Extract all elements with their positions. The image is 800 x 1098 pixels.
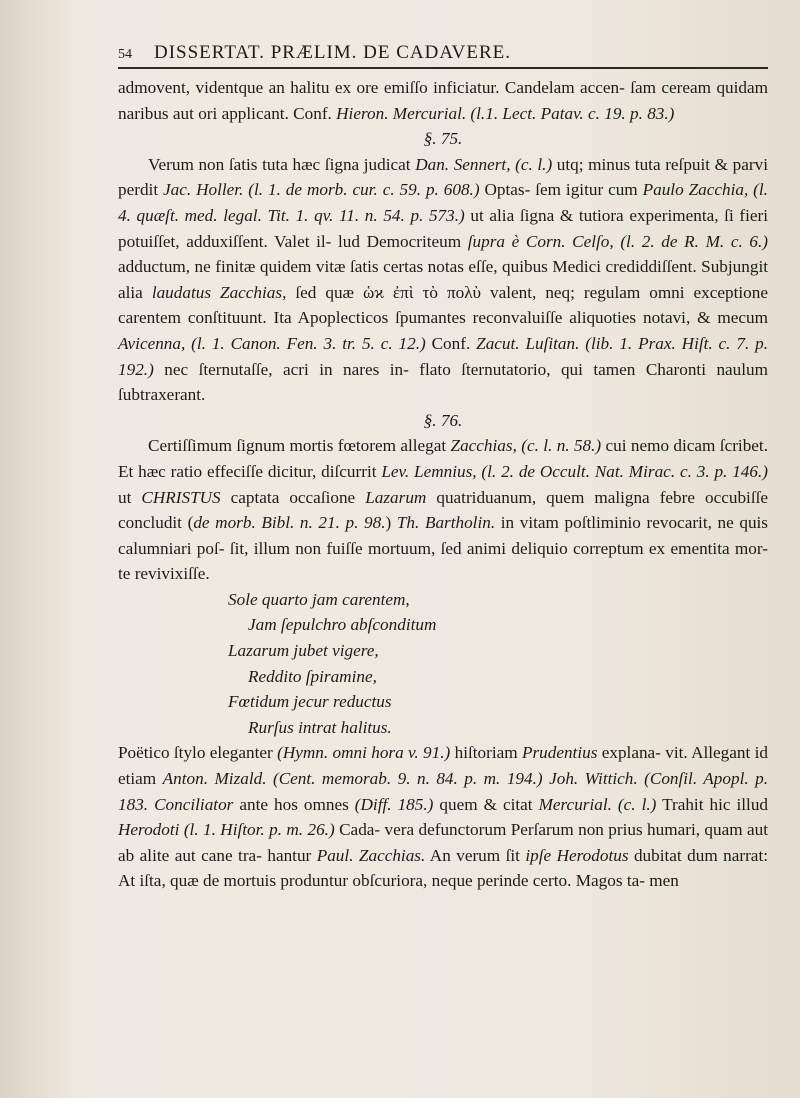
- verse-line: Rurſus intrat halitus.: [248, 717, 392, 737]
- citation-italic: Mercurial. (c. l.): [538, 794, 657, 814]
- citation-italic: (Diff. 185.): [354, 794, 434, 814]
- citation-italic: CHRISTUS: [141, 487, 221, 507]
- running-title: DISSERTAT. PRÆLIM. DE CADAVERE.: [154, 42, 511, 63]
- verse-line: Jam ſepulchro abſconditum: [248, 615, 437, 635]
- paragraph-3: Certiſſimum ſignum mortis fœtorem allegat Zacchias, (c. l. n. 58.) cui nemo dicam ſcribet. Et hæc ratio effeciſſe dicitur, diſcurrit Lev. Lemnius, (l. 2. de Occult. Nat. Mirac. c. 3. p. 146.) ut CHRISTUS captata occaſione Lazarum quatriduanum, quem maligna febre occubiſſe concludit (de morb. Bibl. n. 21. p. 98.) Th. Bartholin. in vitam poſtliminio revocarit, ne quis calumniari poſ- ſit, illum non fuiſſe mortuum, ſed animi deliquio correptum ex ementita mor- te revivixiſſe.: [118, 436, 769, 584]
- body-text: [118, 75, 768, 894]
- citation-italic: Anton. Mizald. (Cent. memorab. 9. n. 84. p. m. 194.) Joh. Wittich. (Conſil. Apopl. p. 183. Conciliator: [118, 769, 768, 814]
- citation-italic: Jac. Holler. (l. 1. de morb. cur. c. 59. p. 608.): [163, 180, 480, 200]
- citation-italic: Avicenna, (l. 1. Canon. Fen. 3. tr. 5. c. 12.): [118, 333, 426, 353]
- paragraph-4: Poëtico ſtylo eleganter (Hymn. omni hora v. 91.) hiſtoriam Prudentius explana- vit. Allegant id etiam Anton. Mizald. (Cent. memorab. 9. n. 84. p. m. 194.) Joh. Wittich. (Conſil. Apopl. p. 183. Conciliator ante hos omnes (Diff. 185.) quem & citat Mercurial. (c. l.) Trahit hic illud Herodoti (l. 1. Hiſtor. p. m. 26.) Cada- vera defunctorum Perſarum non prius humari, quam aut ab alite aut cane tra- hantur Paul. Zacchias. An verum ſit ipſe Herodotus dubitat dum narrat: At iſta, quæ de mortuis produntur obſcuriora, neque perinde certo. Magos ta- men: [118, 743, 769, 891]
- citation-italic: Herodoti (l. 1. Hiſtor. p. m. 26.): [118, 820, 335, 840]
- citation-italic: laudatus Zacchias,: [151, 282, 287, 302]
- citation-italic: ipſe Herodotus: [525, 845, 629, 865]
- citation-italic: Hieron. Mercurial. (l.1. Lect. Patav. c. 19. p. 83.): [336, 103, 675, 123]
- running-header: [118, 42, 768, 69]
- citation-italic: Th. Bartholin.: [396, 513, 496, 533]
- page-gutter-shadow: [0, 0, 70, 1098]
- citation-italic: Prudentius: [521, 743, 598, 763]
- citation-italic: Lazarum: [365, 487, 427, 507]
- section-75-heading: §. 75.: [423, 129, 463, 149]
- citation-italic: Paul. Zacchias.: [316, 845, 426, 865]
- verse-line: Fœtidum jecur reductus: [228, 692, 392, 712]
- citation-italic: (Hymn. omni hora v. 91.): [277, 743, 451, 763]
- section-76-heading: §. 76.: [423, 410, 463, 430]
- verse-line: Reddito ſpiramine,: [248, 666, 377, 686]
- hymn-verse: [118, 587, 768, 741]
- verse-line: Lazarum jubet vigere,: [228, 641, 379, 661]
- citation-italic: ſupra è Corn. Celſo, (l. 2. de R. M. c. 6.): [467, 231, 768, 251]
- paragraph-1: admovent, videntque an halitu ex ore emiſſo inficiatur. Candelam accen- ſam ceream quidam naribus aut ori applicant. Conf. Hieron. Mercurial. (l.1. Lect. Patav. c. 19. p. 83.): [118, 78, 768, 123]
- verse-line: Sole quarto jam carentem,: [228, 589, 410, 609]
- citation-italic: Dan. Sennert, (c. l.): [415, 154, 553, 174]
- paragraph-2: Verum non ſatis tuta hæc ſigna judicat Dan. Sennert, (c. l.) utq; minus tuta reſpuit & parvi perdit Jac. Holler. (l. 1. de morb. cur. c. 59. p. 608.) Optas- ſem igitur cum Paulo Zacchia, (l. 4. quæſt. med. legal. Tit. 1. qv. 11. n. 54. p. 573.) ut alia ſigna & tutiora experimenta, ſi fieri potuiſſet, adduxiſſent. Valet il- lud Democriteum ſupra è Corn. Celſo, (l. 2. de R. M. c. 6.) adductum, ne finitæ quidem vitæ ſatis certas notas eſſe, quibus Medici crediddiſſent. Subjungit alia laudatus Zacchias, ſed quæ ὡϰ ἐπὶ τὸ πολὺ valent, neq; regulam omni exceptione carentem conſtituunt. Ita Apoplecticos ſpumantes reconvaluiſſe aliquoties notavi, & mecum Avicenna, (l. 1. Canon. Fen. 3. tr. 5. c. 12.) Conf. Zacut. Luſitan. (lib. 1. Prax. Hiſt. c. 7. p. 192.) nec ſternutaſſe, acri in nares in- flato ſternutatorio, qui tamen Charonti naulum ſubtraxerant.: [118, 154, 769, 405]
- citation-italic: de morb. Bibl. n. 21. p. 98.: [193, 513, 386, 533]
- citation-italic: Paulo Zacchia, (l. 4. quæſt. med. legal. Tit. 1. qv. 11. n. 54. p. 573.): [118, 180, 768, 225]
- page-number: 54: [118, 47, 132, 62]
- citation-italic: Zacut. Luſitan. (lib. 1. Prax. Hiſt. c. 7. p. 192.): [118, 333, 769, 379]
- citation-italic: Lev. Lemnius, (l. 2. de Occult. Nat. Mirac. c. 3. p. 146.): [381, 461, 769, 481]
- citation-italic: Zacchias, (c. l. n. 58.): [450, 436, 602, 456]
